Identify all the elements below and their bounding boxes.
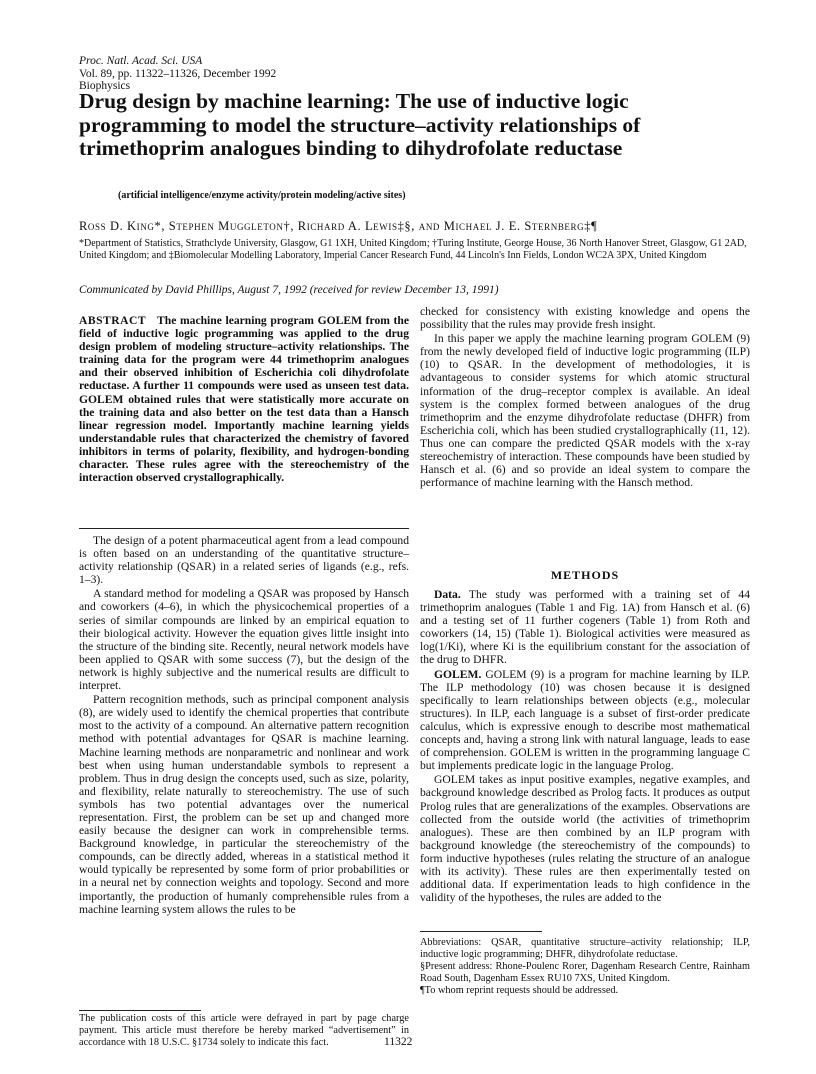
footnote-divider-right — [420, 931, 542, 932]
methods-golem-input-paragraph: GOLEM takes as input positive examples, negative examples, and background knowledge described as Prolog facts. It produces as output Prolog rules that are generalizations of the examples. Observations are collected from the outside world (the activities of trimethoprim analogues). These are then combined by an ILP program with background knowledge (the stereochemistry of the compounds) to form inductive hypotheses (rules relating the structure of an analogue with its activity). These rules are then experimentally tested on additional data. If experimentation leads to high confidence in the validity of the hypotheses, the rules are added to the — [420, 773, 750, 905]
keywords: (artificial intelligence/enzyme activity/protein modeling/active sites) — [118, 190, 406, 201]
abstract-text: The machine learning program GOLEM from the field of inductive logic programming was applied to the drug design problem of modeling structure–activity relationships. The training data for the program were 44 trimethoprim analogues and their observed inhibition of Escherichia coli dihydrofolate reductase. A further 11 compounds were used as unseen test data. GOLEM obtained rules that were statistically more accurate on the training data and also better on the test data than a Hansch linear regression model. Importantly machine learning yields understandable rules that characterized the chemistry of favored inhibitors in terms of polarity, flexibility, and hydrogen-bonding character. These rules agree with the stereochemistry of the interaction observed crystallographically. — [79, 314, 409, 485]
methods-data-paragraph — [420, 588, 750, 667]
intro-paragraph-2: A standard method for modeling a QSAR was proposed by Hansch and coworkers (4–6), in which the physicochemical properties of a series of similar compounds are linked by an empirical equation to their biological activity. However the equation gives little insight into the structure of the binding site. Recently, neural network models have been applied to QSAR with some success (7), but the design of the network is highly subjective and the numerical results are difficult to interpret. — [79, 587, 409, 693]
abstract-divider — [79, 528, 409, 529]
data-label: Data. — [434, 588, 461, 601]
abstract-label: ABSTRACT — [79, 314, 147, 327]
footnotes-right — [420, 937, 750, 997]
journal-name: Proc. Natl. Acad. Sci. USA — [79, 55, 203, 67]
abbreviations-footnote: Abbreviations: QSAR, quantitative structure–activity relationship; ILP, inductive logic programming; DHFR, dihydrofolate reductase. — [420, 937, 750, 960]
golem-label: GOLEM. — [434, 667, 482, 681]
article-title: Drug design by machine learning: The use of inductive logic programming to model the structure–activity relationships of trimethoprim analogues binding to dihydrofolate reductase — [79, 89, 641, 160]
journal-section: Biophysics — [79, 80, 131, 92]
intro-paragraph-4: checked for consistency with existing knowledge and opens the possibility that the rules may provide fresh insight. — [420, 305, 750, 332]
intro-paragraph-5: In this paper we apply the machine learning program GOLEM (9) from the newly developed field of inductive logic programming (ILP) (10) to QSAR. In the development of methodologies, it is advantageous to consider systems for which atomic structural information of the drug–receptor complex is available. An ideal system is the complex formed between analogues of the drug trimethoprim and the enzyme dihydrofolate reductase (DHFR) from Escherichia coli, which has been studied crystallographically (11, 12). Thus one can compare the predicted QSAR models with the x-ray stereochemistry of interaction. These compounds have been studied by Hansch et al. (6) and so provide an ideal system to compare the performance of machine learning with the Hansch method. — [420, 332, 750, 490]
data-text: The study was performed with a training set of 44 trimethoprim analogues (Table 1 and Fig. 1A) from Hansch et al. (6) and a testing set of 11 further cogeners (Table 1) from Roth and coworkers (14, 15) (Table 1). Biological activities were measured as log(1/Ki), where Ki is the equilibrium constant for the association of the drug to DHFR. — [420, 588, 750, 667]
affiliations: *Department of Statistics, Strathclyde University, Glasgow, G1 1XH, United Kingdom; †Turing Institute, George House, 36 North Hanover Street, Glasgow, G1 2AD, United Kingdom; and ‡Biomolecular Modelling Laboratory, Imperial Cancer Research Fund, 44 Lincoln's Inn Fields, London WC2A 3PX, United Kingdom — [79, 238, 747, 261]
right-column-methods — [420, 588, 750, 904]
author-list: Ross D. King*, Stephen Muggleton†, Richard A. Lewis‡§, and Michael J. E. Sternberg‡¶ — [79, 219, 598, 233]
intro-paragraph-1: The design of a potent pharmaceutical agent from a lead compound is often based on an understanding of the quantitative structure–activity relationship (QSAR) in a related series of ligands (e.g., refs. 1–3). — [79, 534, 409, 587]
methods-golem-paragraph — [420, 668, 750, 773]
right-column-top — [420, 305, 750, 489]
abstract — [79, 314, 409, 484]
journal-header — [79, 55, 276, 93]
footnote-divider-left — [79, 1010, 201, 1011]
journal-volume: Vol. 89, pp. 11322–11326, December 1992 — [79, 67, 277, 80]
golem-text: GOLEM (9) is a program for machine learning by ILP. The ILP methodology (10) was chosen because it is designed specifically to learn relationships between objects (e.g., molecular structures). In ILP, each language is a subset of first-order predicate calculus, which is expressive enough to describe most mathematical concepts and, having a strong link with natural language, leads to ease of comprehension. GOLEM is written in the programming language C but implements predicate logic in the language Prolog. — [420, 667, 750, 773]
present-address-footnote: §Present address: Rhone-Poulenc Rorer, Dagenham Research Centre, Rainham Road South, Dagenham Essex RU10 7XS, United Kingdom. — [420, 961, 750, 984]
left-column — [79, 534, 409, 916]
communicated-by: Communicated by David Phillips, August 7, 1992 (received for review December 13, 1991) — [79, 284, 499, 296]
reprint-footnote: ¶To whom reprint requests should be addressed. — [420, 985, 619, 996]
methods-heading: METHODS — [550, 568, 620, 582]
page-number: 11322 — [384, 1036, 413, 1048]
publication-costs-footnote: The publication costs of this article were defrayed in part by page charge payment. This article must therefore be hereby marked “advertisement” in accordance with 18 U.S.C. §1734 solely to indicate this fact. — [79, 1013, 409, 1048]
intro-paragraph-3: Pattern recognition methods, such as principal component analysis (8), are widely used to identify the chemical properties that contribute most to the activity of a compound. An alternative pattern recognition method with potential advantages for QSAR is machine learning. Machine learning methods are nonparametric and nonlinear and work best when using human understandable symbols to represent a problem. Thus in drug design the concepts used, such as size, polarity, and flexibility, relate naturally to stereochemistry. The use of such symbols has two potential advantages over the numerical representation. First, the problem can be set up and changed more easily because the designer can work in comprehensible terms. Background knowledge, in particular the stereochemistry of the compounds, can be directly added, whereas in a statistical method it would typically be represented by some form of prior probabilities or in a neural net by connection weights and topology. Second and more importantly, the production of humanly comprehensible rules from a machine learning system allows the rules to be — [79, 693, 409, 916]
